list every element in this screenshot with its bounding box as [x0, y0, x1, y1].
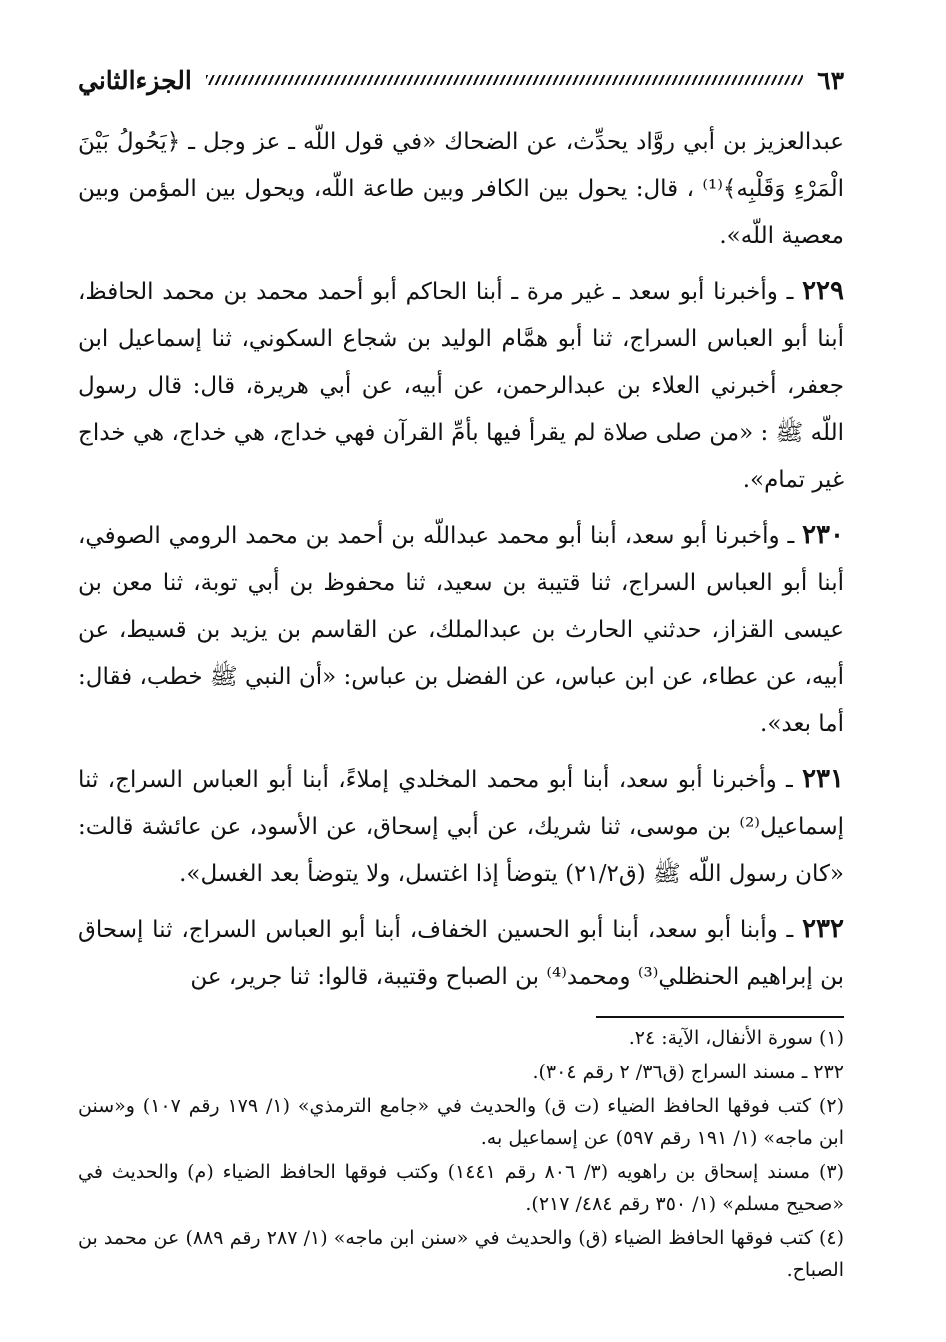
paragraph: [78, 756, 844, 898]
footnote: (١) سورة الأنفال، الآية: ٢٤.: [628, 1027, 844, 1049]
page-number: ٦٣: [817, 65, 844, 95]
footnote: (٢) كتب فوقها الحافظ الضياء (ت ق) والحديث في «جامع الترمذي» (١/ ١٧٩ رقم ١٠٧) و«سنن ابن ماجه» (١/ ١٩١ رقم ٥٩٧) عن إسماعيل به.: [78, 1095, 844, 1149]
paragraph-text: ـ وأخبرنا أبو سعد، أبنا أبو محمد المخلدي إملاءً، أبنا أبو العباس السراج، ثنا إسماعيل⁽²⁾ بن موسى، ثنا شريك، عن أبي إسحاق، عن الأسود، عن عائشة قالت: «كان رسول اللّه ﷺ (ق٢١/٢) يتوضأ إذا اغتسل، ولا يتوضأ بعد الغسل».: [78, 767, 844, 887]
paragraph-text: ـ وأخبرنا أبو سعد، أبنا أبو محمد عبداللّه بن أحمد بن محمد الرومي الصوفي، أبنا أبو العباس السراج، ثنا قتيبة بن سعيد، ثنا محفوظ بن أبي توبة، ثنا معن بن عيسى القزاز، حدثني الحارث بن عبدالملك، عن القاسم بن يزيد بن قسيط، عن أبيه، عن عطاء، عن ابن عباس، عن الفضل بن عباس: «أن النبي ﷺ خطب، فقال: أما بعد».: [78, 523, 844, 737]
hadith-number: ٢٢٩: [802, 276, 844, 306]
hadith-number: ٢٣١: [802, 764, 844, 794]
footnote: ٢٣٢ ـ مسند السراج (ق٣٦/ ٢ رقم ٣٠٤).: [532, 1061, 844, 1083]
page-header: [78, 58, 844, 102]
main-text: [78, 118, 844, 998]
hadith-number: ٢٣٢: [802, 914, 844, 944]
paragraph: [78, 512, 844, 748]
paragraph-text: عبدالعزيز بن أبي روَّاد يحدِّث، عن الضحاك «في قول اللّه ـ عز وجل ـ ﴿يَحُولُ بَيْنَ الْمَرْءِ وَقَلْبِه﴾⁽¹⁾ ، قال: يحول بين الكافر وبين طاعة اللّه، ويحول بين المؤمن وبين معصية اللّه».: [78, 129, 844, 249]
paragraph: [78, 268, 844, 504]
paragraph: [78, 906, 844, 998]
footnotes: [78, 1022, 844, 1318]
footnote: (٤) كتب فوقها الحافظ الضياء (ق) والحديث في «سنن ابن ماجه» (١/ ٢٨٧ رقم ٨٨٩) عن محمد بن الصباح.: [78, 1227, 844, 1281]
paragraph-text: ـ وأبنا أبو سعد، أبنا أبو الحسين الخفاف، أبنا أبو العباس السراج، ثنا إسحاق بن إبراهيم الحنظلي⁽³⁾ ومحمد⁽⁴⁾ بن الصباح وقتيبة، قالوا: ثنا جرير، عن: [78, 917, 844, 990]
hadith-number: ٢٣٠: [802, 520, 844, 550]
paragraph-text: ـ وأخبرنا أبو سعد ـ غير مرة ـ أبنا الحاكم أبو أحمد محمد بن محمد الحافظ، أبنا أبو العباس السراج، ثنا أبو همَّام الوليد بن شجاع السكوني، ثنا إسماعيل ابن جعفر، أخبرني العلاء بن عبدالرحمن، عن أبيه، عن أبي هريرة، قال: قال رسول اللّه ﷺ : «من صلى صلاة لم يقرأ فيها بأمِّ القرآن فهي خداج، هي خداج، هي خداج غير تمام».: [78, 279, 844, 493]
running-title: الجزءالثاني: [78, 65, 192, 95]
paragraph: [78, 118, 844, 260]
footnote: (٣) مسند إسحاق بن راهويه (٣/ ٨٠٦ رقم ١٤٤١) وكتب فوقها الحافظ الضياء (م) والحديث في «صحيح مسلم» (١/ ٣٥٠ رقم ٤٨٤/ ٢١٧).: [78, 1161, 844, 1215]
footnote-separator: [596, 1016, 844, 1018]
header-rule: [206, 75, 803, 85]
